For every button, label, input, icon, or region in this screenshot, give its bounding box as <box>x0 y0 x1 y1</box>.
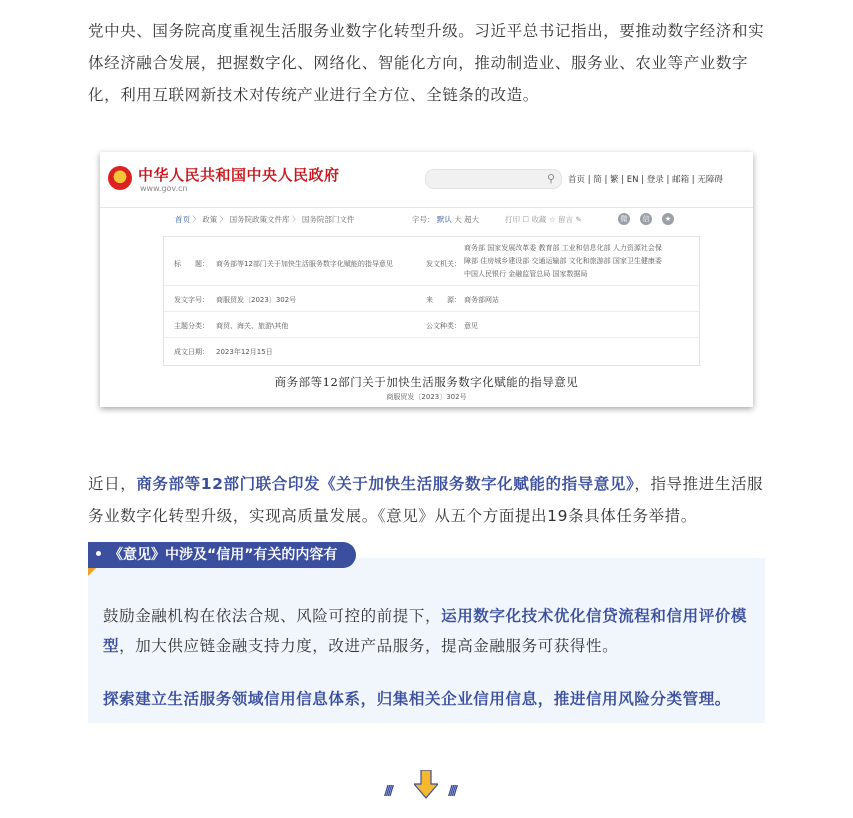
tag-fold-decoration <box>88 568 96 576</box>
meta-label: 标 题： <box>174 260 209 268</box>
font-size-default: 默认 <box>436 215 452 224</box>
document-number: 商服贸发〔2023〕302号 <box>386 393 467 401</box>
section-tag-label: 《意见》中涉及“信用”有关的内容有 <box>109 547 338 563</box>
breadcrumb-separator: 〉 <box>291 215 302 224</box>
page-tools: 打印 ☐ 收藏 ☆ 留言 ✎ <box>505 215 582 224</box>
divider <box>164 285 699 286</box>
breadcrumb-item: 国务院政策文件库 <box>229 215 290 224</box>
weibo-share-icon: 微 <box>618 213 630 225</box>
emblem-icon <box>108 166 132 190</box>
font-size-large: 大 <box>454 215 462 224</box>
hatch-decoration-right: //// <box>448 784 455 799</box>
breadcrumb-separator: 〉 <box>219 215 230 224</box>
meta-value: 商服贸发〔2023〕302号 <box>216 296 297 304</box>
meta-value: 2023年12月15日 <box>216 348 273 356</box>
meta-value: 障部 住房城乡建设部 交通运输部 文化和旅游部 国家卫生健康委 <box>464 257 662 265</box>
document-metadata-table <box>163 236 700 366</box>
meta-label: 成文日期： <box>174 348 209 356</box>
meta-value: 意见 <box>464 322 478 330</box>
favorite-share-icon: ★ <box>662 213 674 225</box>
meta-label: 发文字号： <box>174 296 209 304</box>
gov-search-input <box>425 169 562 189</box>
news-paragraph <box>88 468 768 532</box>
meta-label: 发文机关： <box>426 260 461 268</box>
bullet-dot <box>96 551 101 556</box>
text-span: 近日， <box>88 475 137 493</box>
text-span: 鼓励金融机构在依法合规、风险可控的前提下， <box>103 607 442 625</box>
meta-value: 中国人民银行 金融监管总局 国家数据局 <box>464 270 588 278</box>
breadcrumb-item: 首页 <box>175 215 190 224</box>
text-span: ，加大供应链金融支持力度，改进产品服务，提高金融服务可获得性。 <box>119 637 619 655</box>
breadcrumb-item: 国务院部门文件 <box>301 215 355 224</box>
font-size-switcher <box>412 214 479 225</box>
gov-site-title: 中华人民共和国中央人民政府 <box>138 166 340 184</box>
gov-site-url: www.gov.cn <box>140 184 188 193</box>
hatch-decoration-left: //// <box>384 784 391 799</box>
highlight-text: 商务部等12部门联合印发《关于加快生活服务数字化赋能的指导意见》 <box>136 475 635 493</box>
gov-site-header <box>100 152 753 208</box>
box-paragraph-2 <box>103 684 753 714</box>
section-tag <box>88 542 356 568</box>
meta-value: 商务部网站 <box>464 296 499 304</box>
meta-label: 来 源： <box>426 296 461 304</box>
intro-paragraph: 党中央、国务院高度重视生活服务业数字化转型升级。习近平总书记指出，要推动数字经济和实体经济融合发展，把握数字化、网络化、智能化方向，推动制造业、服务业、农业等产业数字化，利用互联网新技术对传统产业进行全方位、全链条的改造。 <box>88 22 765 104</box>
font-size-xlarge: 超大 <box>464 215 480 224</box>
box-paragraph-1 <box>103 601 753 661</box>
meta-label: 公文种类： <box>426 322 461 330</box>
text-span: ，指导推进生活服务业数字化转型升级，实现高质量发展。《意见》从五个方面提出19条具体任务举措。 <box>88 475 764 525</box>
down-arrow-icon <box>414 770 438 800</box>
divider <box>164 311 699 312</box>
document-title: 商务部等12部门关于加快生活服务数字化赋能的指导意见 <box>274 375 579 389</box>
highlight-text: 探索建立生活服务领域信用信息体系，归集相关企业信用信息，推进信用风险分类管理。 <box>103 690 731 708</box>
meta-value: 商贸、海关、旅游\其他 <box>216 322 289 330</box>
meta-value: 商务部 国家发展改革委 教育部 工业和信息化部 人力资源社会保 <box>464 244 662 252</box>
breadcrumb-separator: 〉 <box>192 215 203 224</box>
search-icon: ⚲ <box>546 172 555 185</box>
embedded-screenshot <box>100 152 753 407</box>
divider <box>164 337 699 338</box>
gov-top-nav: 首页 | 简 | 繁 | EN | 登录 | 邮箱 | 无障碍 <box>568 175 723 185</box>
meta-label: 主题分类： <box>174 322 209 330</box>
meta-value: 商务部等12部门关于加快生活服务数字化赋能的指导意见 <box>216 260 393 268</box>
font-size-label: 字号： <box>412 215 435 224</box>
highlight-text: 运用数字化技术优化信贷流程和信用评价模型 <box>103 607 748 655</box>
breadcrumb <box>175 214 354 225</box>
wechat-share-icon: 信 <box>640 213 652 225</box>
breadcrumb-item: 政策 <box>202 215 218 224</box>
